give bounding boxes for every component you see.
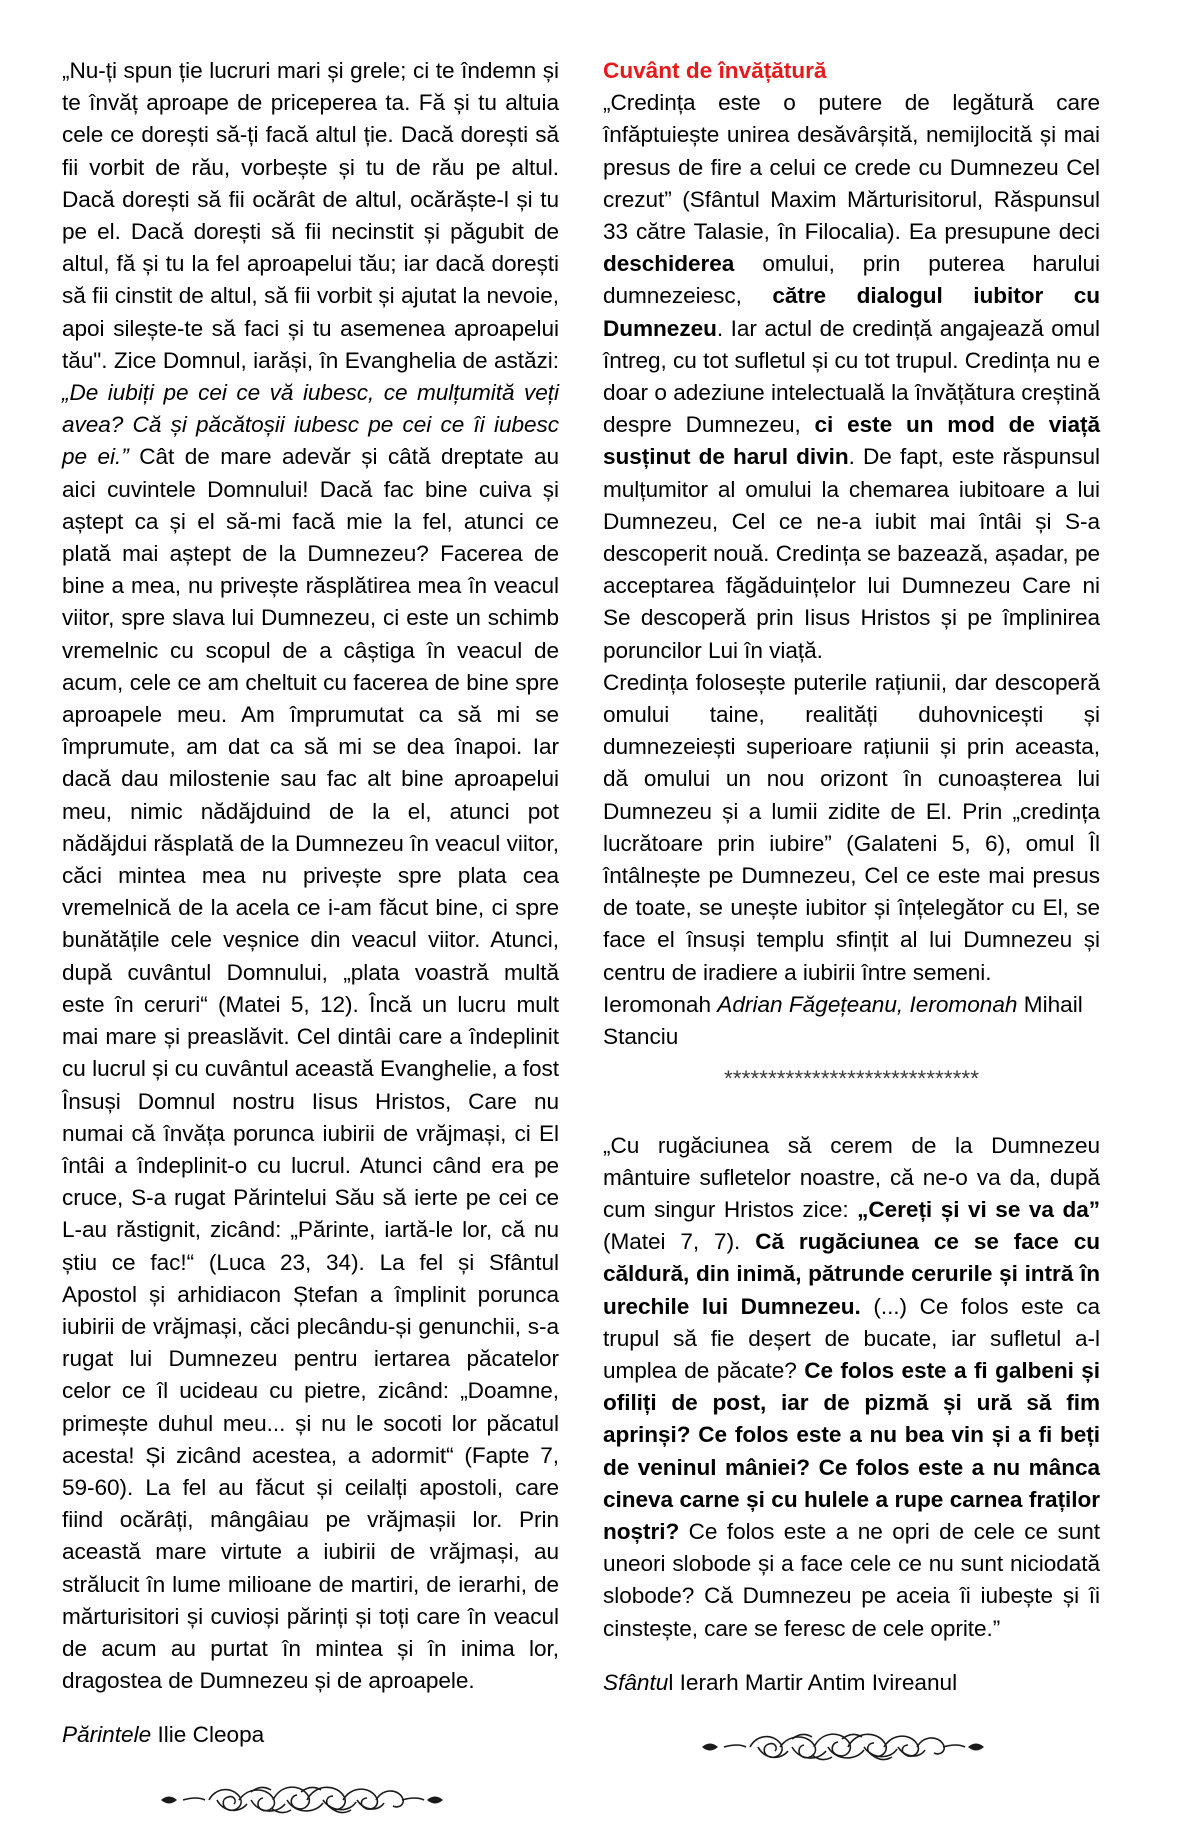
right-a2-text-1: „Cu rugăciunea să cerem de la Dumnezeu mântuire sufletelor noastre, că ne-o va da, după cum singur Hristos zice: [603,1132,1100,1222]
right-a1-text-3: . Iar actul de credință angajează omul întreg, cu tot sufletul și cu tot trupul. Credința nu e doar o adeziune intelectuală la învățătura creștină despre Dumnezeu, [603,315,1100,438]
left-article-paragraph [62,55,559,1697]
signature-rank-1: Ieromonah [603,991,718,1017]
signature-title-italic-2: Sfântu [603,1669,669,1695]
signature-name-2: Mihail Stanciu [603,991,1083,1050]
right-article1-signature [603,989,1100,1053]
signature-title-italic: Părintele [62,1722,152,1748]
right-article1-paragraph-2: Credința folosește puterile rațiunii, dar descoperă omului taine, realități duhovnicești și dumnezeiești superioare rațiunii și prin aceasta, dă omului un nou orizont în cunoașterea lui Dumnezeu și a lumii zidite de El. Prin „credința lucrătoare prin iubire” (Galateni 5, 6), omul Îl întâlnește pe Dumnezeu, Cel ce este mai presus de toate, se unește iubitor și înțelegător cu El, se face el însuși templu sfințit al lui Dumnezeu și centru de iradiere a iubirii între semeni. [603,669,1100,985]
spacer [603,1645,1100,1667]
spacer [603,1053,1100,1063]
right-a1-text-2: omului, prin puterea harului dumnezeiesc, [603,251,1100,309]
gospel-quote-italic: „De iubiți pe cei ce vă iubesc, ce mulțumită veți avea? Că și păcătoșii iubesc pe cei ce îi iubesc pe ei.” [62,380,559,470]
right-a2-bold-1: „Cereți și vi se va da” [857,1196,1100,1222]
signature-name-3: l Ierarh Martir Antim Ivireanul [668,1669,958,1695]
left-column [62,55,559,1822]
right-a2-text-4: Ce folos este a ne opri de cele ce sunt uneori slobode și a face cele ce nu sunt niciodată slobode? Că Dumnezeu pe aceia îi iubește și îi cinstește, care se feresc de cele oprite.” [603,1518,1100,1641]
signature-names-italic: Adrian Făgețeanu, Ieromonah [717,991,1018,1017]
left-article-text-part-1: „Nu-ți spun ție lucruri mari și grele; ci te îndemn și te învăț aproape de priceperea ta. Fă și tu altuia cele ce dorești să-ți facă altul ție. Dacă dorești să fii vorbit de rău, vorbește și tu de rău pe altul. Dacă dorești să fii ocărât de altul, ocărăște-l și tu pe el. Dacă dorești să fii necinstit și păgubit de altul, fă și tu la fel aproapelui tău; iar dacă dorești să fii cinstit de altul, să fii vorbit și ajutat la nevoie, apoi silește-te să faci și tu asemenea aproapelui tău". Zice Domnul, iarăși, în Evanghelia de astăzi: [62,58,559,373]
right-a1-text-4: . De fapt, este răspunsul mulțumitor al omului la chemarea iubitoare a lui Dumnezeu, Cel ce ne-a iubit mai întâi și S-a descoperit nouă. Credința se bazează, așadar, pe acceptarea făgăduințelor lui Dumnezeu Care ni Se descoperă prin Iisus Hristos și pe împlinirea poruncilor Lui în viață. [603,444,1101,663]
right-ornament-divider [603,1725,1100,1769]
section-heading-cuvant-de-invatatura: Cuvânt de învățătură [603,58,827,83]
asterisk-separator: ***************************** [724,1066,979,1092]
left-ornament-divider [62,1778,559,1822]
right-a2-text-2: (Matei 7, 7). [603,1229,756,1255]
right-a1-text-1: „Credința este o putere de legătură care înfăptuiește unirea desăvârșită, nemijlocită și mai presus de fire a celui ce crede cu Dumnezeu Cel crezut” (Sfântul Maxim Mărturisitorul, Răspunsul 33 către Talasie, în Filocalia). Ea presupune deci [603,90,1100,245]
spacer [603,1096,1100,1130]
left-article-text-part-2: Cât de mare adevăr și câtă dreptate au aici cuvintele Domnului! Dacă fac bine cuiva și aștept ca și el să-mi facă mie la fel, atunci ce plată mai aștept de la Dumnezeu? Facerea de bine a mea, nu privește răsplătirea mea în veacul viitor, spre slava lui Dumnezeu, ci este un schimb vremelnic cu scopul de a câștiga în veacul de acum, cele ce am cheltuit cu facerea de bine spre aproapele meu. Am împrumutat ca să mi se împrumute, am dat ca să mi se dea înapoi. Iar dacă dau milostenie sau fac alt bine aproapelui meu, nimic nădăjduind de la el, atunci pot nădăjdui răsplată de la Dumnezeu în veacul viitor, căci mintea mea nu privește spre plata cea vremelnică de la acela ce i-am făcut bine, ci spre bunătățile cele veșnice din veacul viitor. Atunci, după cuvântul Domnului, „plata voastră multă este în ceruri“ (Matei 5, 12). Încă un lucru mult mai mare și preaslăvit. Cel dintâi care a îndeplinit cu lucrul și cu cuvântul această Evanghelie, a fost Însuși Domnul nostru Iisus Hristos, Care nu numai că învăța porunca iubirii de vrăjmași, ci El întâi a îndeplinit-o cu lucrul. Atunci când era pe cruce, S-a rugat Părintelui Său să ierte pe cei ce L-au răstignit, zicând: „Părinte, iartă-le lor, că nu știu ce fac!“ (Luca 23, 34). La fel și Sfântul Apostol și arhidiacon Ștefan a împlinit porunca iubirii de vrăjmași, căci plecându-și genunchii, s-a rugat lui Dumnezeu pentru iertarea păcatelor celor ce îl ucideau cu pietre, zicând: „Doamne, primește duhul meu... și nu le socoti lor păcatul acesta! Și zicând acestea, a adormit“ (Fapte 7, 59-60). La fel au făcut și ceilalți apostoli, care fiind ocărâți, mângâiau pe vrăjmașii lor. Prin această mare virtute a iubirii de vrăjmași, au strălucit în lume milioane de martiri, de ierarhi, de mărturisitori și cuvioși părinți și toți care în veacul de acum au purtat în mintea și în inima lor, dragostea de Dumnezeu și de aproapele. [62,444,559,1694]
right-a1-bold-3: ci este un mod de viață susținut de harul divin [603,412,1100,470]
right-a2-text-3: (...) Ce folos este ca trupul să fie deșert de bucate, iar sufletul a-l umplea de păcate? [603,1293,1100,1383]
right-a1-bold-1: deschiderea [603,251,735,277]
left-article-signature [62,1719,559,1751]
spacer [62,1697,559,1719]
signature-name: Ilie Cleopa [151,1722,265,1748]
right-a1-bold-2: către dialogul iubitor cu Dumnezeu [603,283,1100,341]
right-a2-bold-2: Că rugăciunea ce se face cu căldură, din inimă, pătrunde cerurile și intră în urechile lui Dumnezeu. [603,1229,1100,1319]
right-column [603,55,1100,1769]
two-column-layout [62,55,1130,1822]
right-article1-paragraph-1 [603,87,1100,667]
right-article2-paragraph [603,1130,1100,1645]
right-a2-bold-3: Ce folos este a fi galbeni și ofiliți de post, iar de pizmă și ură să fim aprinși? Ce folos este a nu bea vin și a fi beți de veninul mâniei? Ce folos este a nu mânca cineva carne și cu hulele a rupe carnea fraților noștri? [603,1357,1100,1544]
